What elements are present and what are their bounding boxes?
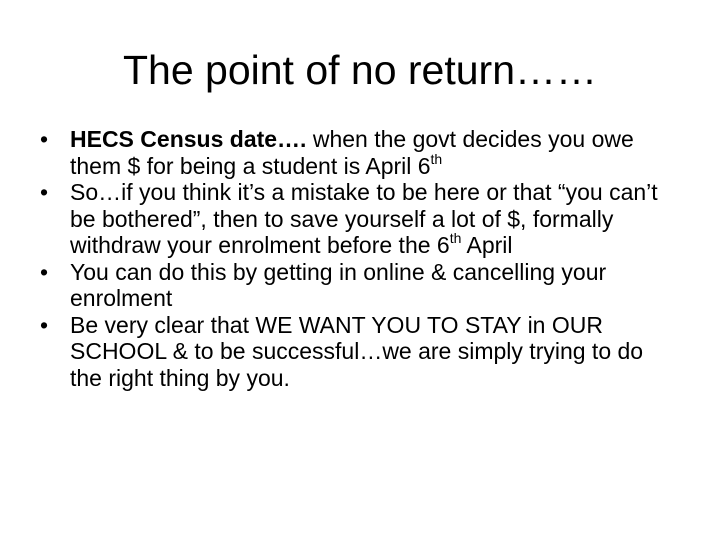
- ordinal-suffix: th: [430, 150, 443, 167]
- bullet-marker: •: [40, 126, 49, 152]
- bullet-marker: •: [40, 311, 49, 338]
- bullet-item-withdraw: [40, 179, 680, 259]
- slide-title: The point of no return……: [122, 47, 598, 93]
- bullet-item-stay-message: [40, 312, 680, 392]
- bullet-list: [40, 126, 680, 391]
- bullet-text: So…if you think it’s a mistake to be here or that “you can’t be bothered”, then to save yourself a lot of $, formally withdraw your enrolment before the 6: [70, 179, 658, 258]
- bullet-marker: •: [40, 179, 49, 205]
- bullet-text: when the govt decides you owe them $ for being a student is April 6: [70, 126, 634, 179]
- bullet-text: You can do this by getting in online & cancelling your enrolment: [70, 258, 607, 311]
- bullet-item-census-date: [40, 126, 680, 179]
- bullet-text-tail: April: [461, 232, 513, 258]
- ordinal-suffix: th: [449, 230, 462, 247]
- bullet-text: Be very clear that WE WANT YOU TO STAY in OUR SCHOOL & to be successful…we are simply trying to do the right thing by you.: [70, 311, 644, 391]
- bullet-bold-lead: HECS Census date….: [70, 126, 307, 152]
- bullet-marker: •: [40, 258, 49, 285]
- bullet-item-online-cancel: [40, 259, 680, 312]
